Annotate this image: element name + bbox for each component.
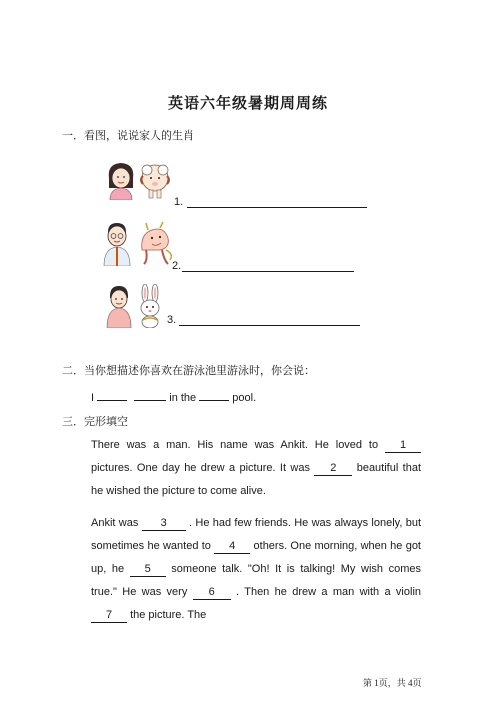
sentence-end: pool. — [232, 392, 257, 404]
sentence-start: I — [91, 392, 95, 404]
cloze-blank-7[interactable]: 7 — [91, 609, 127, 623]
section1-heading: 一．看图，说说家人的生肖 — [62, 130, 194, 142]
item-2-answer-line[interactable] — [182, 259, 354, 272]
blank-a[interactable] — [97, 388, 127, 401]
item-1-answer-line[interactable] — [187, 195, 367, 208]
cloze-paragraph-2 — [91, 512, 421, 627]
cloze-blank-2[interactable]: 2 — [314, 462, 352, 476]
page-footer: 第 1页，共 4页 — [363, 678, 422, 688]
sheep-illustration — [137, 160, 173, 200]
father-illustration — [100, 220, 134, 266]
boy-illustration — [104, 284, 134, 328]
item-1-label: 1. — [174, 196, 184, 208]
cloze-blank-3[interactable]: 3 — [142, 517, 186, 531]
p2-text-a: Ankit was — [91, 517, 139, 529]
section2-heading: 二．当你想描述你喜欢在游泳池里游泳时，你会说： — [62, 365, 315, 377]
rabbit-illustration — [135, 284, 165, 328]
item-3-label: 3. — [167, 314, 177, 326]
section3-heading: 三．完形填空 — [62, 416, 128, 428]
p1-text-a: There was a man. His name was Ankit. He loved to — [91, 439, 379, 451]
cloze-blank-4[interactable]: 4 — [214, 540, 250, 554]
cloze-blank-6[interactable]: 6 — [193, 586, 231, 600]
p2-text-f: . Then he drew a man with a violin — [236, 586, 421, 598]
p2-text-d: others. One morning, when he got up, he — [91, 540, 421, 575]
p2-text-g: the picture. The — [130, 609, 207, 621]
p1-text-c: pictures. One day he drew a picture. It was — [91, 462, 310, 474]
p2-text-e: someone talk. "Oh! It is talking! My wish comes true." He was very — [91, 563, 421, 598]
cloze-blank-1[interactable]: 1 — [385, 439, 421, 453]
p1-text-d: beautiful that he wished the picture to come alive. — [91, 462, 422, 497]
blank-c[interactable] — [199, 388, 229, 401]
cloze-paragraph-1 — [91, 434, 421, 503]
blank-b[interactable] — [134, 388, 166, 401]
p2-text-c: . He had few friends. He was always lonely, but sometimes he wanted to — [91, 517, 422, 552]
dragon-illustration — [136, 220, 174, 266]
sentence-mid: in the — [169, 392, 197, 404]
mother-illustration — [104, 160, 138, 200]
page-title: 英语六年级暑期周周练 — [167, 95, 328, 112]
item-3-answer-line[interactable] — [179, 313, 360, 326]
item-2-label: 2. — [172, 260, 182, 272]
cloze-blank-5[interactable]: 5 — [130, 563, 166, 577]
section2-sentence — [91, 388, 256, 404]
